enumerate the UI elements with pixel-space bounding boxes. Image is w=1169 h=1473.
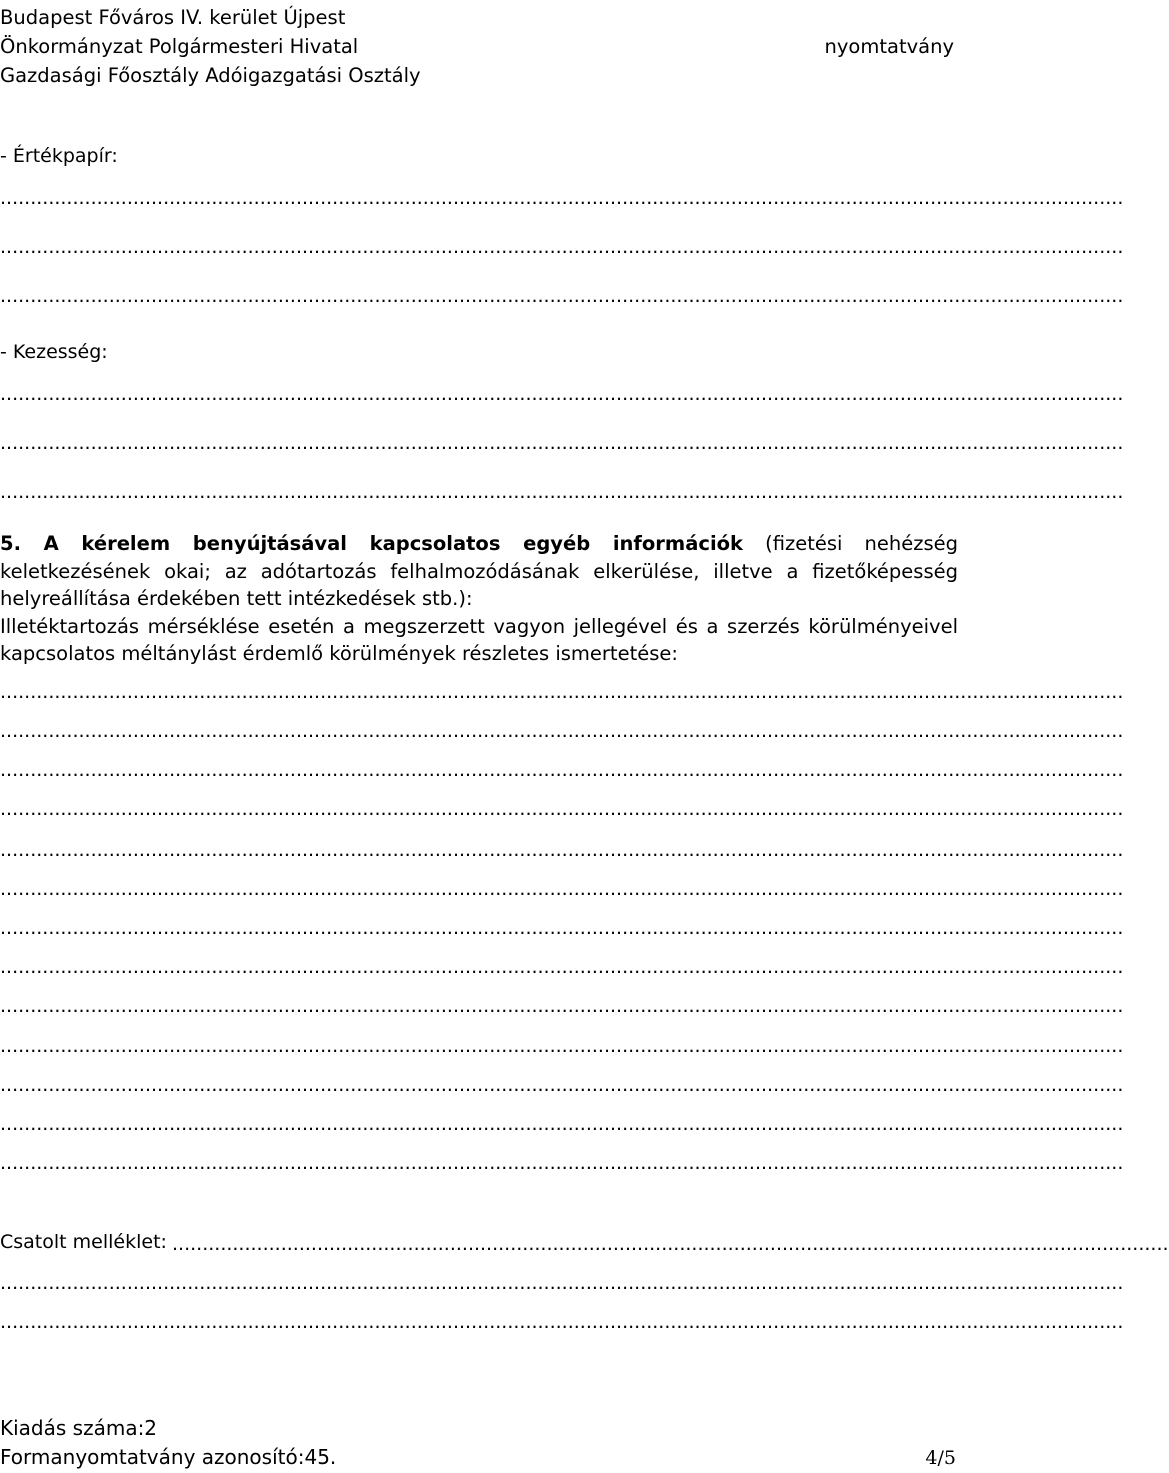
attachment-label-text: Csatolt melléklet: bbox=[0, 1231, 167, 1253]
section5-fill-line: .......................................................................................................................................................................................... bbox=[0, 878, 1124, 900]
section5-heading-rest: (fizetési nehézség bbox=[765, 532, 958, 555]
header-department: Gazdasági Főosztály Adóigazgatási Osztály bbox=[0, 64, 421, 87]
section5-line3: helyreállítása érdekében tett intézkedések stb.): bbox=[0, 587, 473, 610]
ertekpapir-label: - Értékpapír: bbox=[0, 145, 118, 167]
ertekpapir-fill-line: .......................................................................................................................................................................................... bbox=[0, 236, 1124, 258]
section5-fill-line: .......................................................................................................................................................................................... bbox=[0, 1035, 1124, 1057]
attachment-fill-line: .......................................................................................................................................................................................... bbox=[0, 1272, 1124, 1294]
kezesseg-fill-line: .......................................................................................................................................................................................... bbox=[0, 383, 1124, 405]
attachment-fill-line: ..................................................................................................................................................................... bbox=[172, 1233, 1169, 1255]
section5-line1 bbox=[0, 530, 958, 557]
footer-form-id: Formanyomtatvány azonosító:45. bbox=[0, 1445, 337, 1469]
section5-fill-line: .......................................................................................................................................................................................... bbox=[0, 956, 1124, 978]
attachment-label bbox=[0, 1228, 167, 1256]
header-office: Önkormányzat Polgármesteri Hivatal bbox=[0, 35, 359, 58]
header-authority: Budapest Főváros IV. kerület Újpest bbox=[0, 6, 346, 29]
section5-line4: Illetéktartozás mérséklése esetén a megszerzett vagyon jellegével és a szerzés körülményeivel bbox=[0, 615, 958, 638]
ertekpapir-fill-line: .......................................................................................................................................................................................... bbox=[0, 285, 1124, 307]
kezesseg-fill-line: .......................................................................................................................................................................................... bbox=[0, 432, 1124, 454]
section5-fill-line: .......................................................................................................................................................................................... bbox=[0, 720, 1124, 742]
footer-edition: Kiadás száma:2 bbox=[0, 1416, 158, 1440]
section5-fill-line: .......................................................................................................................................................................................... bbox=[0, 995, 1124, 1017]
header-form-type: nyomtatvány bbox=[824, 35, 954, 58]
section5-fill-line: .......................................................................................................................................................................................... bbox=[0, 917, 1124, 939]
page-number: 4/5 bbox=[925, 1447, 956, 1469]
section5-fill-line: .......................................................................................................................................................................................... bbox=[0, 839, 1124, 861]
kezesseg-fill-line: .......................................................................................................................................................................................... bbox=[0, 481, 1124, 503]
section5-line2: keletkezésének okai; az adótartozás felhalmozódásának elkerülése, illetve a fizetőképesség bbox=[0, 560, 958, 583]
section5-heading: 5. A kérelem benyújtásával kapcsolatos egyéb információk bbox=[0, 532, 744, 555]
section5-fill-line: .......................................................................................................................................................................................... bbox=[0, 1113, 1124, 1135]
attachment-fill-line: .......................................................................................................................................................................................... bbox=[0, 1311, 1124, 1333]
section5-line5: kapcsolatos méltánylást érdemlő körülmények részletes ismertetése: bbox=[0, 642, 678, 665]
section5-fill-line: .......................................................................................................................................................................................... bbox=[0, 1152, 1124, 1174]
section5-fill-line: .......................................................................................................................................................................................... bbox=[0, 759, 1124, 781]
section5-fill-line: .......................................................................................................................................................................................... bbox=[0, 1074, 1124, 1096]
kezesseg-label: - Kezesség: bbox=[0, 341, 108, 363]
ertekpapir-fill-line: .......................................................................................................................................................................................... bbox=[0, 187, 1124, 209]
section5-fill-line: .......................................................................................................................................................................................... bbox=[0, 681, 1124, 703]
section5-fill-line: .......................................................................................................................................................................................... bbox=[0, 798, 1124, 820]
